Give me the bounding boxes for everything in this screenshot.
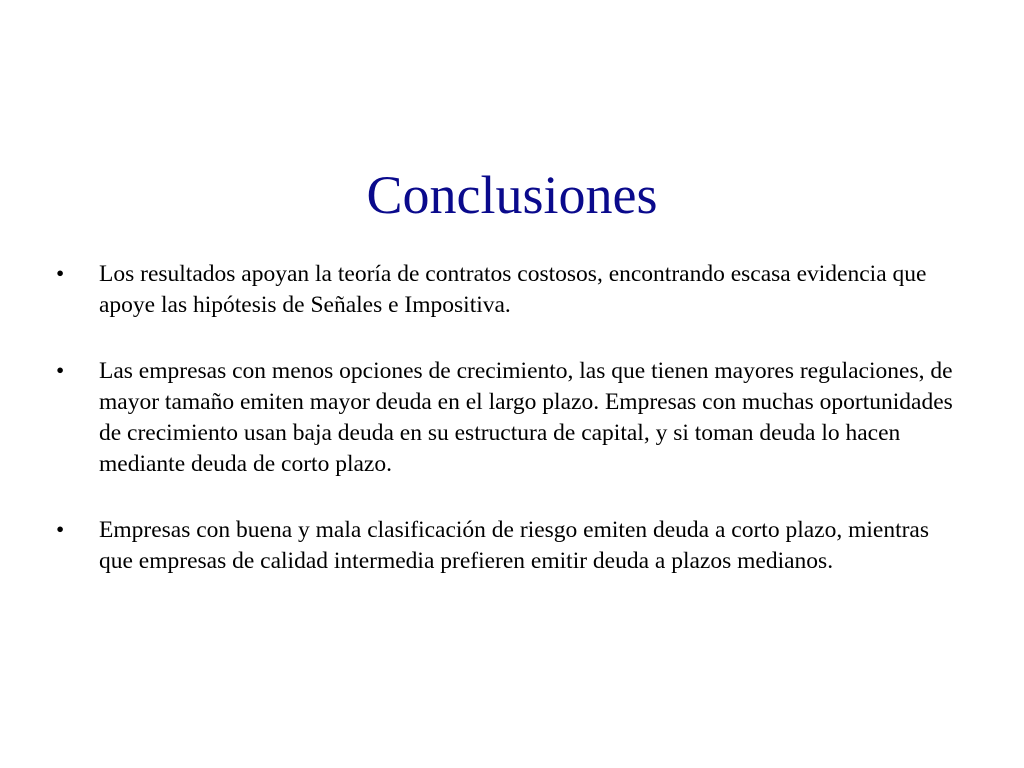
bullet-item: [56, 356, 966, 480]
bullet-item: [56, 515, 966, 577]
bullet-item: [56, 259, 966, 321]
bullet-icon: •: [56, 358, 65, 384]
bullet-icon: •: [56, 517, 65, 543]
slide-title: Conclusiones: [366, 165, 658, 225]
bullet-list: [56, 259, 966, 612]
bullet-text: Los resultados apoyan la teoría de contratos costosos, encontrando escasa evidencia que apoye las hipótesis de Señales e Impositiva.: [99, 261, 927, 318]
bullet-icon: •: [56, 261, 65, 287]
bullet-text: Empresas con buena y mala clasificación de riesgo emiten deuda a corto plazo, mientras que empresas de calidad intermedia prefieren emitir deuda a plazos medianos.: [99, 517, 930, 574]
bullet-text: Las empresas con menos opciones de crecimiento, las que tienen mayores regulaciones, de mayor tamaño emiten mayor deuda en el largo plazo. Empresas con muchas oportunidades de crecimiento usan baja deuda en su estructura de capital, y si toman deuda lo hacen mediante deuda de corto plazo.: [99, 358, 953, 477]
